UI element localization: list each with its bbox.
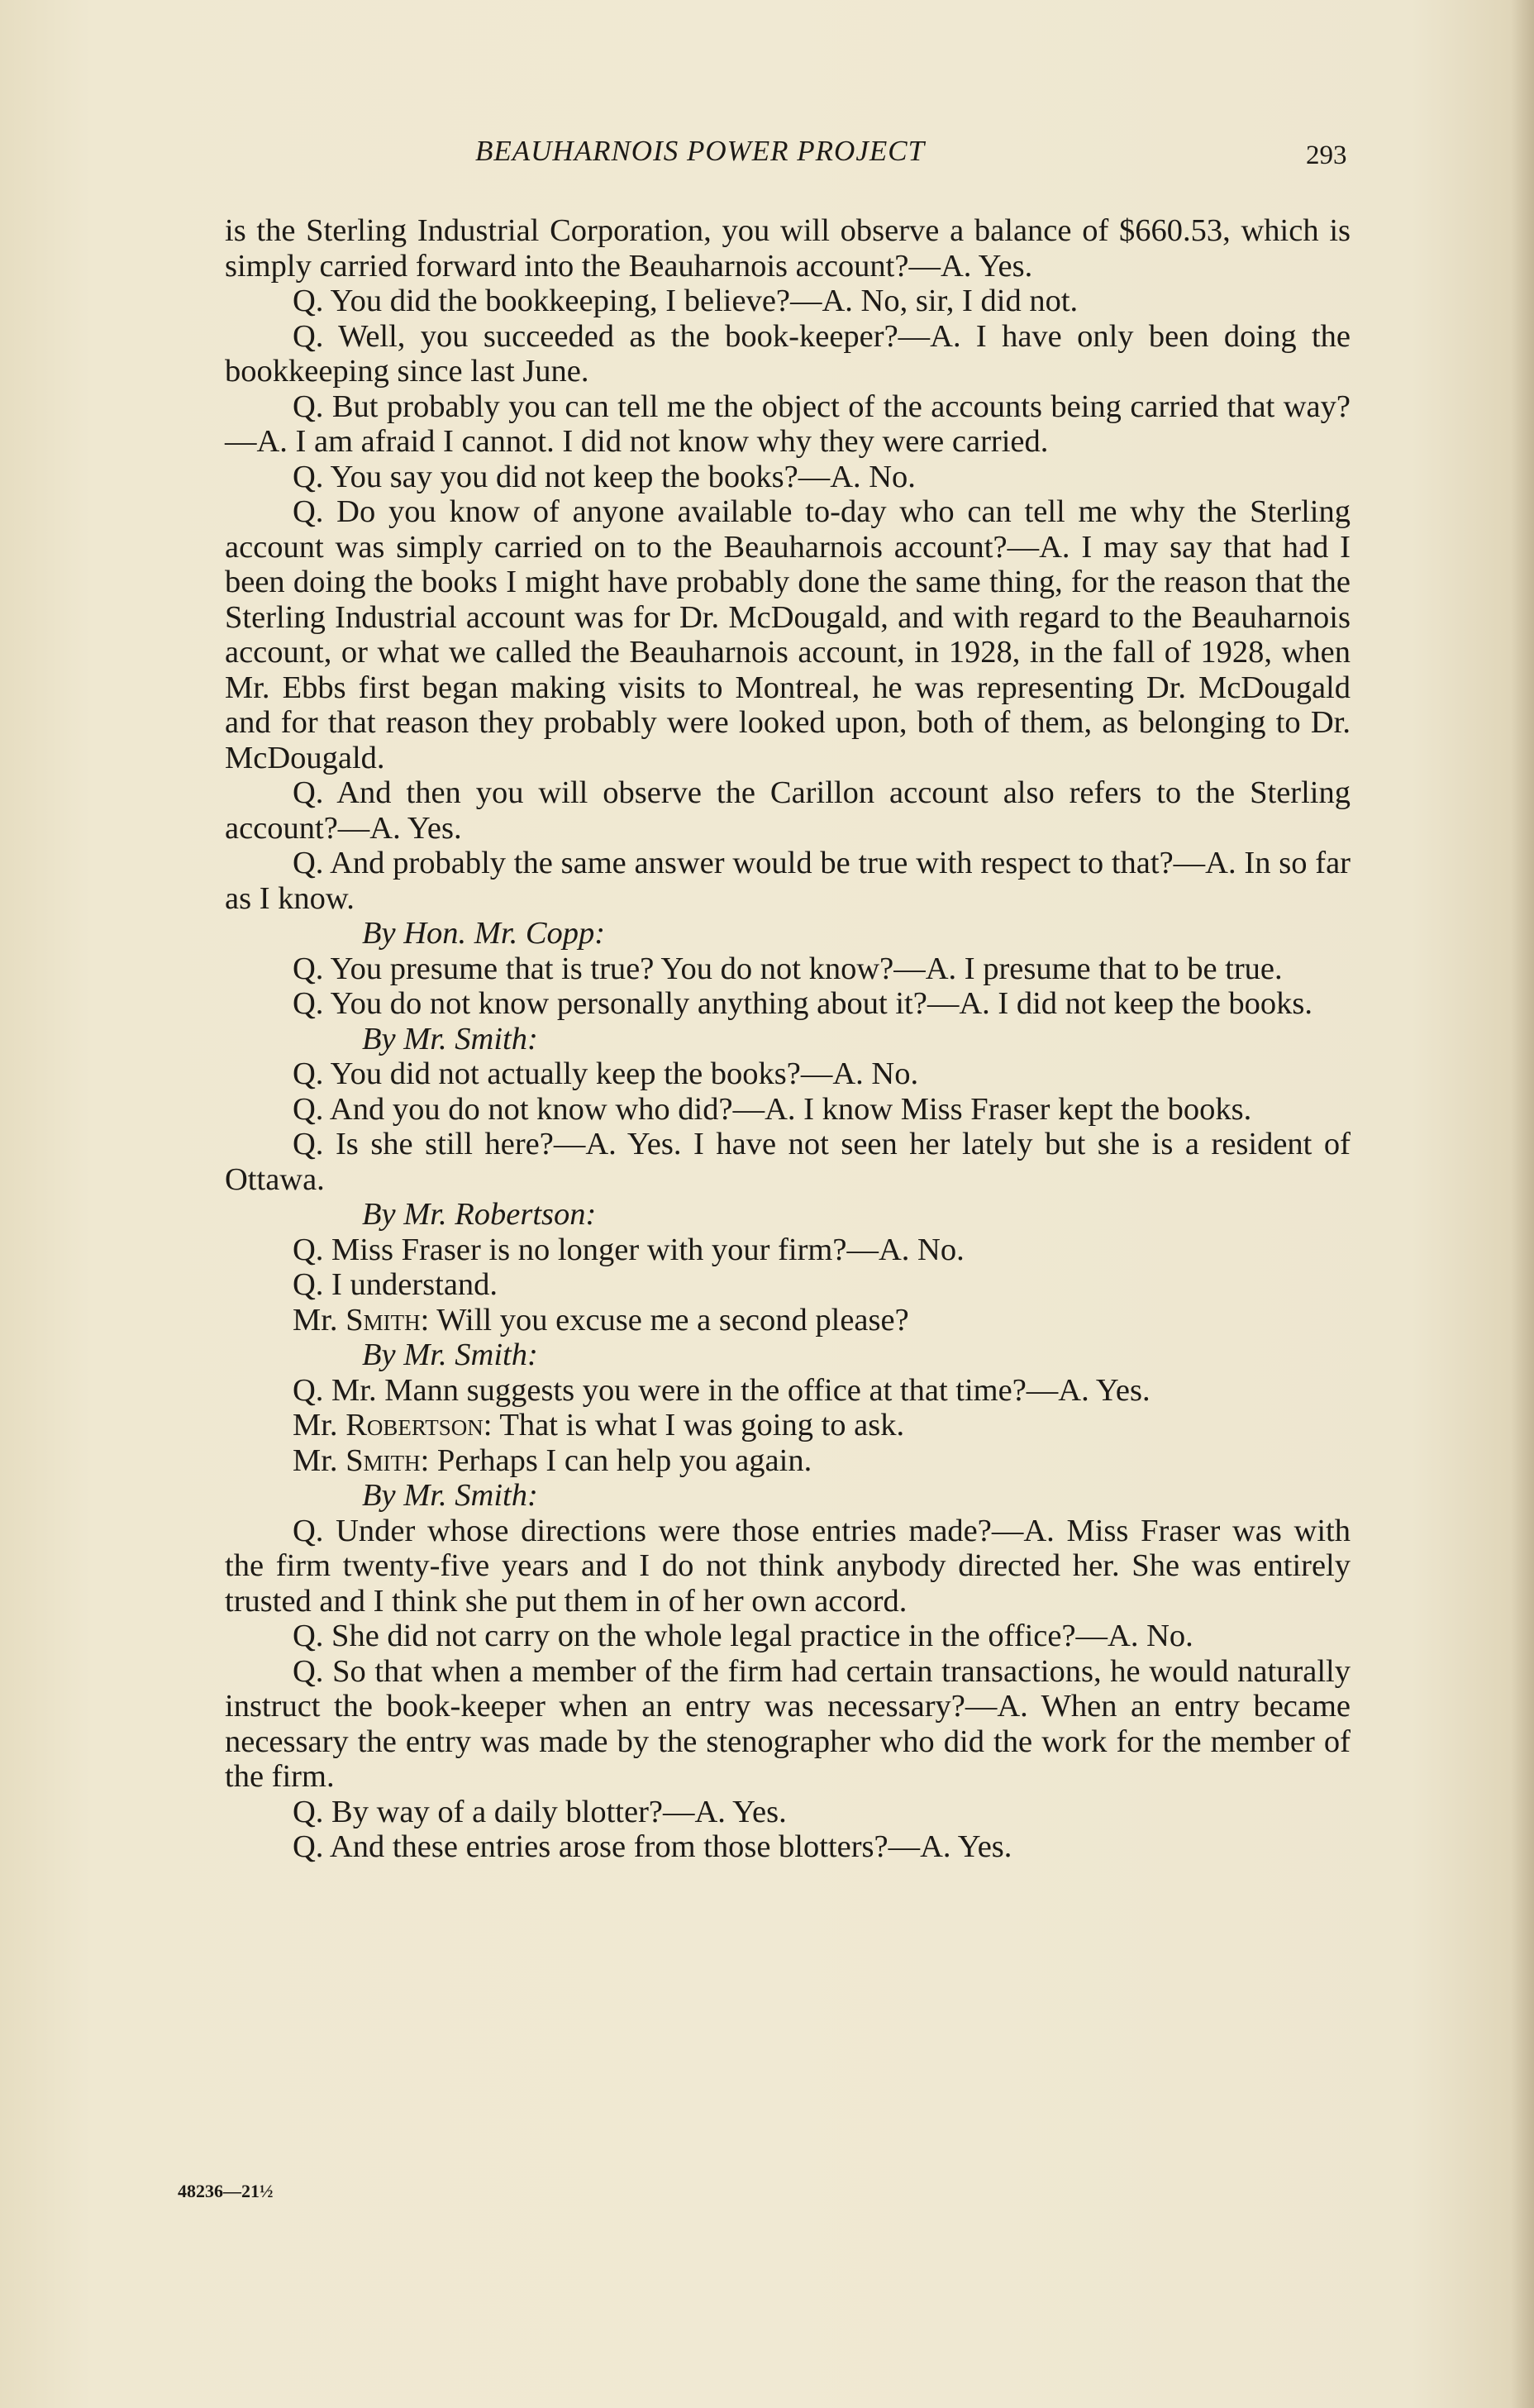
question-paragraph: Q. You presume that is true? You do not know?—A. I presume that to be true. [293,951,1283,986]
question-paragraph: Q. Mr. Mann suggests you were in the office at that time?—A. Yes. [293,1372,1150,1408]
speaker-name: Smith [345,1442,421,1478]
speaker-prefix: Mr. [293,1408,346,1442]
page-edge-shadow [1511,0,1534,2408]
continued-paragraph: is the Sterling Industrial Corporation, you will observe a balance of $660.53, which is simply carried forward into the Beauharnois account?—A. Yes. [225,213,1351,284]
speaker-text: : Perhaps I can help you again. [420,1442,812,1478]
question-paragraph: Q. You did the bookkeeping, I believe?—A. No, sir, I did not. [293,284,1079,318]
speaker-remark [225,1303,1351,1338]
question-paragraph: Q. By way of a daily blotter?—A. Yes. [293,1794,787,1829]
speaker-prefix: Mr. [293,1442,346,1478]
examiner-heading: By Mr. Robertson: [362,1197,597,1232]
question-paragraph: Q. So that when a member of the firm had certain transactions, he would naturally instruct the book-keeper when an entry was necessary?—A. When an entry became necessary the entry was made by the stenographer who did the work for the member of the firm. [225,1653,1351,1794]
speaker-remark [225,1443,1351,1479]
question-paragraph: Q. Miss Fraser is no longer with your firm?—A. No. [293,1232,965,1267]
question-paragraph: Q. And probably the same answer would be true with respect to that?—A. In so far as I know. [225,846,1351,916]
examiner-heading: By Mr. Smith: [362,1338,538,1372]
question-paragraph: Q. You do not know personally anything about it?—A. I did not keep the books. [293,986,1313,1021]
examiner-heading: By Mr. Smith: [362,1021,538,1056]
question-paragraph: Q. Do you know of anyone available to-day who can tell me why the Sterling account was simply carried on to the Beauharnois account?—A. I may say that had I been doing the books I might have probably done the same thing, for the reason that the Sterling Industrial account was for Dr. McDougald, and with regard to the Beauharnois account, or what we called the Beauharnois account, in 1928, in the fall of 1928, when Mr. Ebbs first began making visits to Montreal, he was representing Dr. McDougald and for that reason they probably were looked upon, both of them, as belonging to Dr. McDougald. [225,494,1351,775]
page-number: 293 [1306,141,1347,170]
speaker-text: : That is what I was going to ask. [483,1408,905,1442]
question-paragraph: Q. I understand. [293,1267,498,1302]
question-paragraph: Q. You say you did not keep the books?—A. No. [293,459,916,494]
question-paragraph: Q. Under whose directions were those entries made?—A. Miss Fraser was with the firm twenty-five years and I do not think anybody directed her. She was entirely trusted and I think she put them in of her own accord. [225,1513,1351,1619]
examiner-heading: By Mr. Smith: [362,1478,538,1513]
speaker-name: Robertson [345,1408,484,1442]
question-paragraph: Q. And then you will observe the Carillon account also refers to the Sterling account?—A. Yes. [225,775,1351,846]
question-paragraph: Q. And these entries arose from those blotters?—A. Yes. [293,1829,1012,1864]
question-paragraph: Q. She did not carry on the whole legal practice in the office?—A. No. [293,1619,1193,1653]
printer-signature: 48236—21½ [178,2181,274,2201]
question-paragraph: Q. But probably you can tell me the object of the accounts being carried that way?—A. I am afraid I cannot. I did not know why they were carried. [225,389,1351,459]
speaker-remark [225,1408,1351,1443]
question-paragraph: Q. Is she still here?—A. Yes. I have not seen her lately but she is a resident of Ottawa. [225,1127,1351,1197]
transcript-body [225,213,1351,1865]
speaker-text: : Will you excuse me a second please? [420,1302,909,1338]
speaker-prefix: Mr. [293,1302,346,1338]
question-paragraph: Q. And you do not know who did?—A. I know Miss Fraser kept the books. [293,1091,1252,1127]
speaker-name: Smith [345,1302,421,1338]
question-paragraph: Q. You did not actually keep the books?—A. No. [293,1056,919,1091]
examiner-heading: By Hon. Mr. Copp: [362,916,606,951]
running-head: BEAUHARNOIS POWER PROJECT [475,135,926,167]
question-paragraph: Q. Well, you succeeded as the book-keeper?—A. I have only been doing the bookkeeping since last June. [225,318,1351,389]
